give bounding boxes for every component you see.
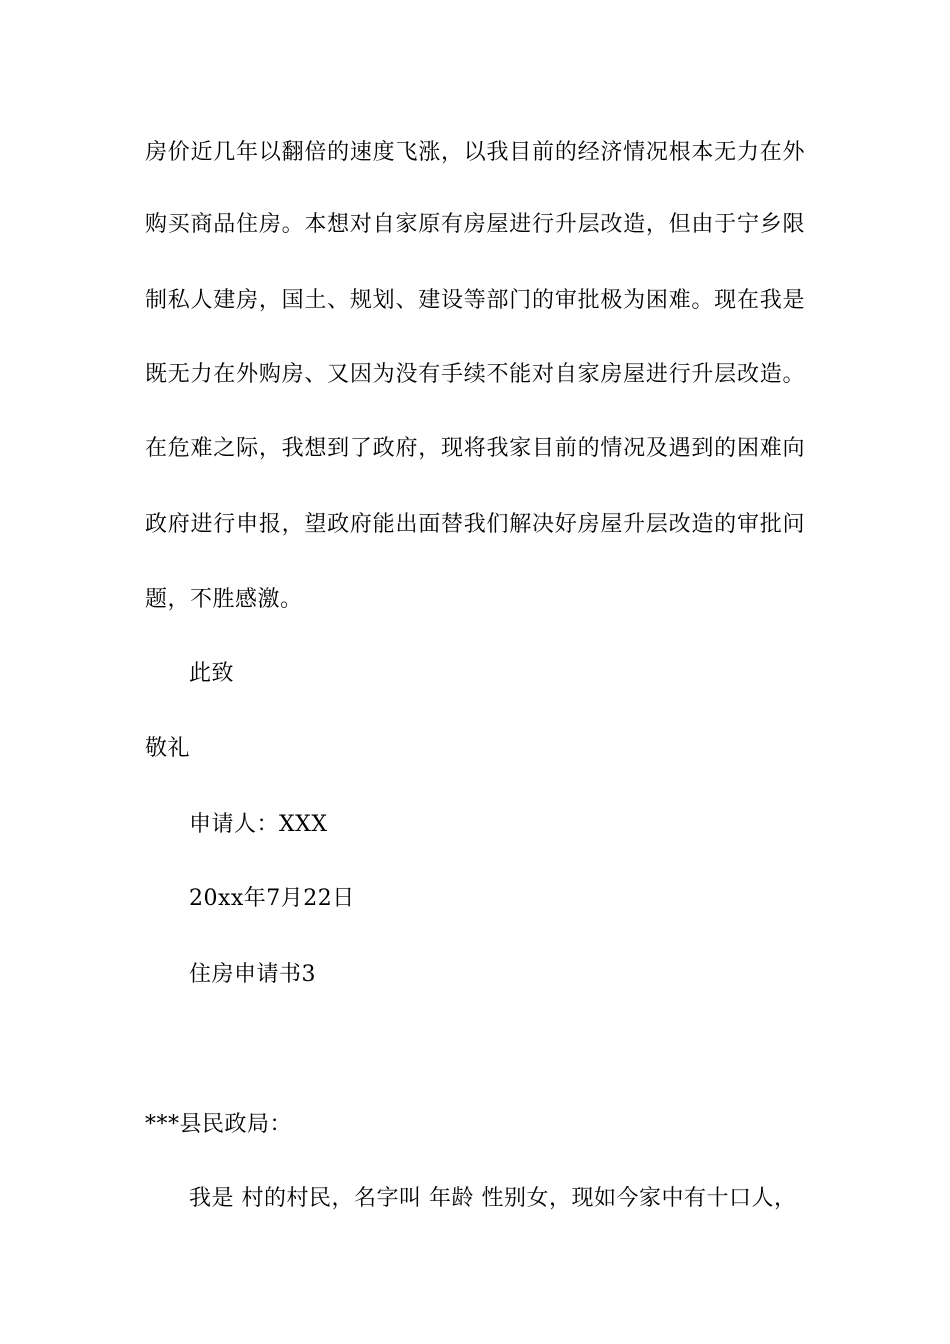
addressee: ***县民政局：: [145, 1112, 293, 1137]
applicant-signature: 申请人：XXX: [189, 812, 328, 837]
paragraph-line-2: 购买商品住房。本想对自家原有房屋进行升层改造，但由于宁乡限: [145, 212, 805, 237]
application-date: 20xx年7月22日: [189, 886, 355, 911]
paragraph-line-5: 在危难之际，我想到了政府，现将我家目前的情况及遇到的困难向: [145, 436, 805, 461]
paragraph-line-3: 制私人建房，国土、规划、建设等部门的审批极为困难。现在我是: [145, 288, 805, 313]
section-title: 住房申请书3: [189, 962, 316, 987]
next-paragraph-line-1: 我是 村的村民，名字叫 年龄 性别女，现如今家中有十口人，: [189, 1186, 797, 1211]
paragraph-line-6: 政府进行申报，望政府能出面替我们解决好房屋升层改造的审批问: [145, 512, 805, 537]
paragraph-line-4: 既无力在外购房、又因为没有手续不能对自家房屋进行升层改造。: [145, 362, 805, 387]
closing-jing-li: 敬礼: [145, 736, 191, 761]
paragraph-line-1: 房价近几年以翻倍的速度飞涨，以我目前的经济情况根本无力在外: [145, 140, 805, 165]
paragraph-line-7: 题，不胜感激。: [145, 587, 303, 612]
closing-ci-zhi: 此致: [189, 661, 235, 686]
